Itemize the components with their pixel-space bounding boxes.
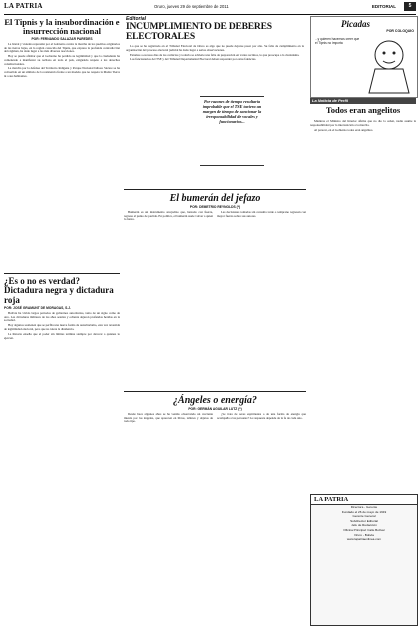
article-title: ¿Es o no es verdad? Dictadura negra y dictadura roja xyxy=(4,275,114,305)
paragraph: Los funcionarios del TSE y del Tribunal Departamental Electoral deben responder por estas falencias. xyxy=(130,57,257,62)
page-number: 5 xyxy=(404,2,416,11)
article-byline: POR: DEMETRIO REYNOLDS (*) xyxy=(189,205,241,209)
article-body xyxy=(4,312,120,340)
paragraph: Al parecer, en el Gobierno todos eran angelitos. xyxy=(314,127,374,132)
angeles-article xyxy=(124,388,306,424)
paragraph: Mientras el Ministro del Interior afirma que no dio la orden, nadie asume la responsabilidad por la intervención a la marcha. xyxy=(310,119,416,127)
editorial-pullquote: Por razones de tiempo resultaría improbable que el TSE tuviera un margen de tiempo de sancionar la irresponsabilidad de vocales y funcionarios... xyxy=(200,96,264,166)
left-column xyxy=(4,18,120,342)
article-byline: POR: JOSÉ GRAMUNT DE MORAGAS, S.J. xyxy=(4,306,72,311)
cartoon-caption: ...y quieren hacernos creer que el Tipnis no importa xyxy=(315,37,360,45)
paragraph: La brutal y violenta represión por el Gobierno contra la marcha de los pueblos originarios de las tierras bajas, en la región conocida del Tipnis, que expresa la profunda contradicción del régimen, ha dado lugar a las más diversas reacciones. xyxy=(4,41,120,54)
article-title: ¿Ángeles o energía? xyxy=(173,395,257,406)
publisher-line: Oficina Principal: Calle Bolívar xyxy=(343,527,385,532)
paragraph: La marcha por la defensa del Territorio Indígena y Parque Nacional Isiboro Sécure se ha convertido en un símbolo de la resistencia frente a un modelo que no respeta la Madre Tierra ni a sus habitantes. xyxy=(4,66,120,78)
paragraph: Lo que se ha registrado en el Tribunal Electoral de Oruro es algo que no puede dejarse pasar por alto. Su falta de cumplimiento en la organización del proceso electoral judicial ha dado lugar a serias observaciones. xyxy=(126,44,304,52)
publisher-line: Gerente General xyxy=(352,514,376,519)
notice-body xyxy=(310,120,416,133)
article-byline: POR: GERMÁN AGUILAR LUTZ (*) xyxy=(188,407,242,411)
article-title: El bumerán del jefazo xyxy=(169,193,261,204)
paragraph: Hoy algunos sostienen que se perfila una nueva forma de autoritarismo, esta vez revestida de legitimidad electoral, pero que no tolera la disidencia. xyxy=(4,323,120,332)
paragraph: Bolivia ha vivido largos periodos de gobiernos autoritarios, tanto de un signo como de otro. Las dictaduras militares de los años setenta y ochenta dejaron profundas heridas en la sociedad. xyxy=(4,311,120,323)
cartoon-drawing xyxy=(359,35,418,95)
paragraph: Hoy se puede afirmar que el Gobierno ha perdido su legitimidad y que la ciudadanía ha comenzado a manifestar su rechazo en todo el país, exigiendo respeto a los derechos constitucionales. xyxy=(4,54,120,66)
publisher-line: www.lapatriaenlinea.com xyxy=(346,537,382,542)
notice-title: Todos eran angelitos xyxy=(325,105,401,115)
editorial-title: INCUMPLIMIENTO DE DEBERES ELECTORALES xyxy=(126,22,272,42)
paragraph: ¿Se trata de seres espirituales o de una forma de energía que acompaña a las personas? La respuesta depende de la fe de cada uno. xyxy=(217,412,306,420)
editorial xyxy=(126,16,304,63)
publisher-line: Oruro - Bolivia xyxy=(354,532,374,537)
page-header xyxy=(4,2,416,15)
cartoon xyxy=(310,16,418,98)
paragraph: Estamos a escasos días de los comicios y todavía se advierte una falta de preparación en varios recintos, lo que preocupa a la ciudadanía. xyxy=(130,52,300,57)
masthead: LA PATRIA xyxy=(4,2,43,10)
editorial-body xyxy=(126,45,304,62)
paragraph: Bumerán es un instrumento arrojadizo que, lanzado con fuerza, regresa al punto de partida. En política, el bumerán suele volver a quien lo lanza. xyxy=(124,210,213,222)
cartoon-author: POR COLOQUIO xyxy=(386,29,414,33)
publisher-line: Subdirector Editorial xyxy=(350,518,378,523)
paragraph: Las decisiones tomadas sin consulta tarde o temprano regresan con mayor fuerza sobre sus autores. xyxy=(217,210,306,218)
publisher-box xyxy=(310,494,418,626)
publisher-line: Fundado el 26 de mayo de 1919 xyxy=(341,509,387,514)
paragraph: Desde hace algunos años se ha venido observando un creciente interés por los ángeles, que aparecen en libros, talleres y objetos de todo tipo. xyxy=(124,412,213,424)
bumeran-article xyxy=(124,186,306,222)
article-title: El Tipnis y la insubordinación e insurrección nacional xyxy=(4,17,120,36)
article-body xyxy=(124,211,306,222)
publisher-title: LA PATRIA xyxy=(311,495,417,505)
cartoon-title: Picadas xyxy=(341,19,370,29)
paragraph: La historia enseña que el poder sin límites termina siempre por devorar a quienes lo ejercen. xyxy=(4,331,120,340)
publisher-line: Directora - Gerente xyxy=(350,505,378,509)
editorial-tag: Editorial xyxy=(126,16,147,22)
section-name: EDITORIAL xyxy=(371,4,396,9)
article-body xyxy=(124,413,306,424)
dateline: Oruro, jueves 29 de septiembre de 2011 xyxy=(154,4,229,9)
article-body xyxy=(4,43,120,79)
article-byline: POR: FERNANDO SALAZAR PAREDES xyxy=(31,36,93,41)
publisher-line: Jefe de Redacción xyxy=(351,523,377,528)
notice-tag: La Noticia de Perfil xyxy=(310,98,416,104)
